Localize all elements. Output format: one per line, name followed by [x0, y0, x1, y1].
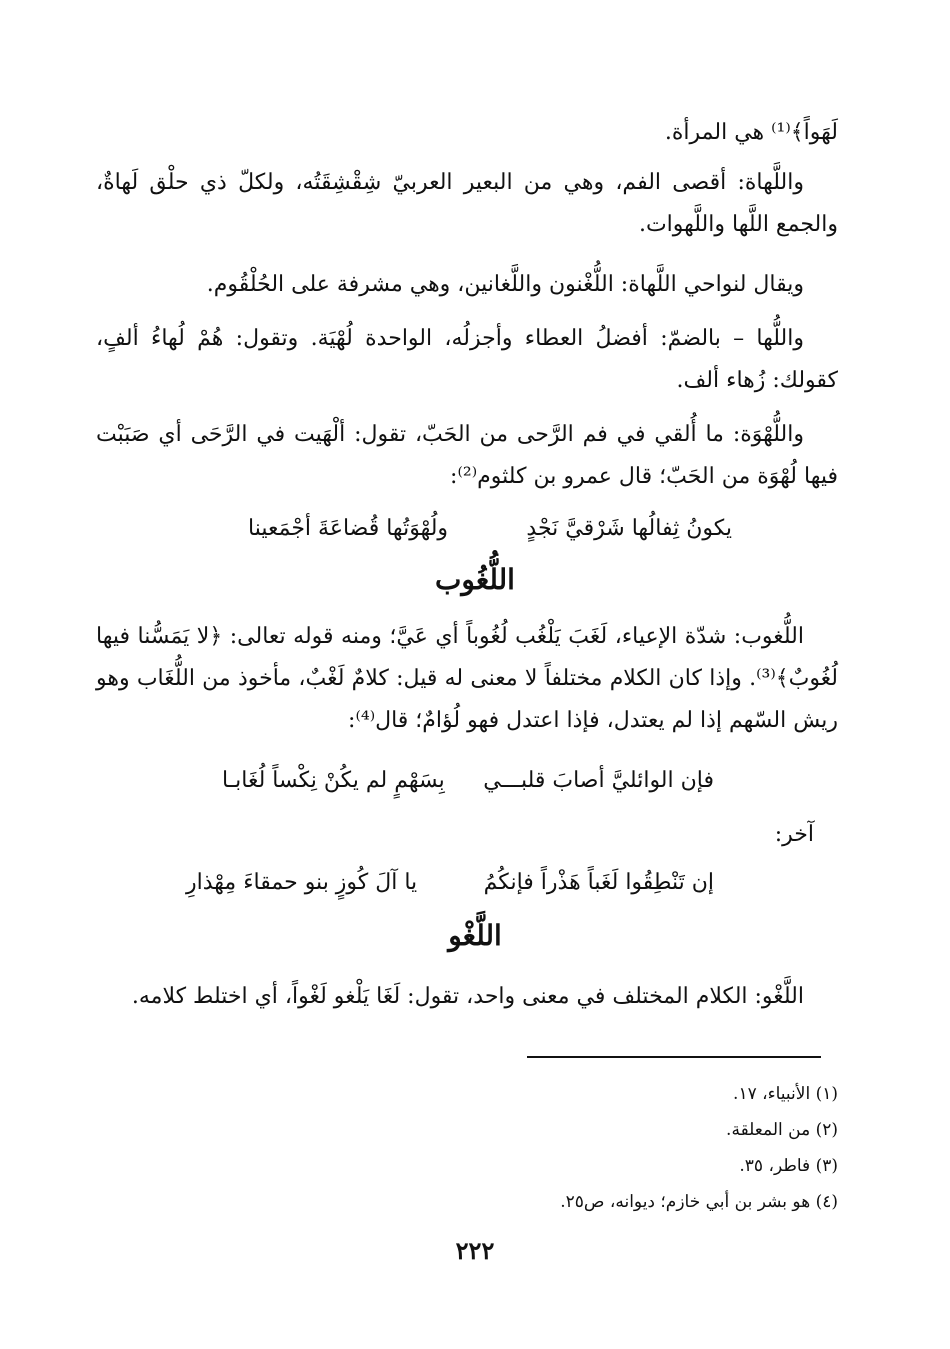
footnote-1: (١) الأنبياء، ١٧. [733, 1084, 838, 1104]
paragraph-lahaat: واللَّهاة: أقصى الفم، وهي من البعير العربيّ شِقْشِقَتُه، ولكلّ ذي حلْق لَهاةٌ، والجمع اللَّها واللَّهوات. [96, 170, 838, 237]
footnote-2: (٢) من المعلقة. [726, 1120, 838, 1140]
verse-3-first-hemistich: إن تَنْطِقُوا لَغَباً هَذْراً فإنكُمُ [483, 870, 714, 895]
verse-2-first-hemistich: فإن الوائليَّ أصابَ قلبـــي [483, 768, 714, 793]
footnote-divider [527, 1056, 821, 1058]
heading-lughub: اللُّغُوب [435, 563, 515, 596]
paragraph-lula: واللُّها – بالضمّ: أفضلُ العطاء وأجزلُه، الواحدة لُهْيَة. وتقول: هُمْ لُهاءُ ألفٍ، كقولك: زُهاء ألف. [96, 326, 838, 393]
verse-2-second-hemistich: بِسَهْمٍ لم يكُنْ نِكْساً لُغَابـا [222, 768, 445, 793]
paragraph-lughub: اللُّغوب: شدّة الإعياء، لَغَبَ يَلْغُب لُغُوباً أي عَيَّ؛ ومنه قوله تعالى: ﴿لا يَمَسُّنا فيها لُغُوبٌ﴾⁽³⁾. وإذا كان الكلام مختلفاً لا معنى له قيل: كلامٌ لَغْبٌ، مأخوذ من اللُّغَاب وهو ريش السّهم إذا لم يعتدل، فإذا اعتدل فهو لُؤامٌ؛ قال⁽⁴⁾: [96, 624, 838, 733]
heading-laghw: اللَّغْو [448, 919, 502, 952]
continuation-line: لَهَواً﴾⁽¹⁾ هي المرأة. [664, 120, 838, 145]
paragraph-luhwa: واللُّهْوَة: ما أُلقي في فم الرَّحى من الحَبّ، تقول: ألْهَيت في الرَّحَى أي صَبَبْت فيها لُهْوَة من الحَبّ؛ قال عمرو بن كلثوم⁽²⁾: [96, 422, 838, 489]
footnote-4: (٤) هو بشر بن أبي خازم؛ ديوانه، ص٢٥. [560, 1192, 838, 1212]
page-number: ٢٢٢ [455, 1236, 495, 1265]
paragraph-nawahi-lahaat: ويقال لنواحي اللَّهاة: اللُّغْنون واللَّغانين، وهي مشرفة على الحُلْقُوم. [206, 272, 804, 297]
paragraph-laghw: اللَّغْو: الكلام المختلف في معنى واحد، تقول: لَغَا يَلْغو لَغْواً، أي اختلط كلامه. [131, 984, 804, 1009]
verse-3-second-hemistich: يا آلَ كُوزٍ بنو حمقاءَ مِهْذارِ [186, 870, 418, 895]
verse-1-first-hemistich: يكونُ ثِفالُها شَرْقيَّ نَجْدٍ [526, 516, 732, 541]
footnote-3: (٣) فاطر، ٣٥. [739, 1156, 838, 1176]
verse-1-second-hemistich: ولُهْوَتُها قُضاعَةَ أجْمَعينا [248, 516, 449, 541]
akhar-label: آخر: [774, 822, 814, 847]
